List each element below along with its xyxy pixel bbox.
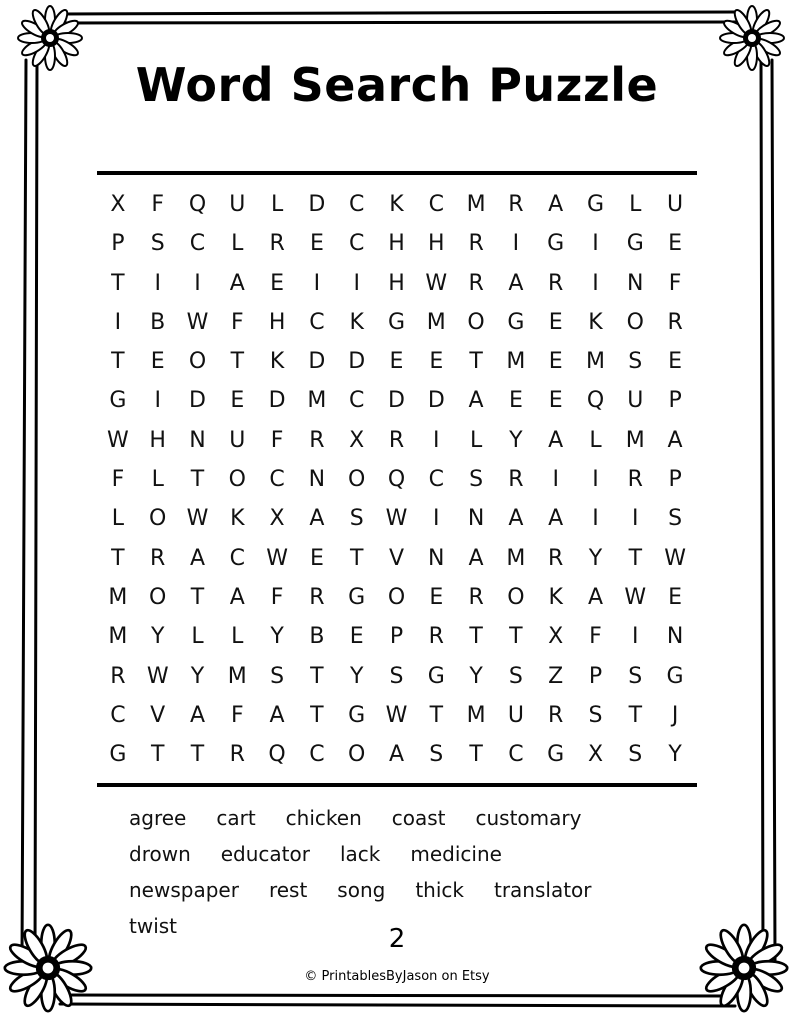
grid-letter: I — [154, 388, 161, 414]
grid-letter: C — [428, 467, 444, 493]
frame-top-inner — [60, 22, 735, 23]
grid-letter: A — [468, 388, 484, 414]
grid-letter: P — [588, 663, 603, 689]
grid-letter: F — [270, 427, 284, 453]
grid-letter: R — [388, 427, 405, 453]
grid-letter: I — [512, 231, 520, 257]
grid-letter: T — [310, 663, 324, 689]
grid-letter: X — [587, 742, 604, 768]
grid-letter: F — [230, 702, 244, 728]
word-list-item: rest — [268, 878, 308, 902]
word-list-item: drown — [129, 842, 191, 866]
grid-letter: I — [592, 270, 599, 296]
grid-letter: O — [467, 309, 485, 335]
grid-letter: U — [229, 427, 246, 453]
grid-letter: S — [628, 742, 643, 768]
grid-letter: M — [625, 427, 645, 453]
grid-letter: U — [507, 702, 524, 728]
grid-letter: A — [189, 545, 206, 571]
grid-letter: F — [589, 624, 602, 650]
grid-letter: A — [388, 742, 405, 768]
grid-letter: T — [469, 742, 483, 768]
word-list-item: coast — [391, 806, 446, 830]
word-list-row — [129, 836, 689, 872]
grid-letter: I — [632, 506, 639, 532]
word-list-item: agree — [129, 806, 187, 830]
grid-letter: I — [592, 231, 599, 257]
grid-letter: U — [229, 192, 246, 217]
grid-letter: S — [389, 663, 404, 689]
grid-letter: C — [309, 309, 325, 335]
grid-letter: V — [150, 702, 166, 728]
grid-letter: E — [668, 231, 683, 257]
grid-letter: K — [588, 309, 603, 335]
grid-letter: I — [194, 270, 201, 296]
grid-letter: Q — [188, 192, 207, 217]
grid-letter: K — [349, 309, 364, 335]
word-list-item: chicken — [285, 806, 362, 830]
grid-letter: N — [666, 624, 684, 650]
grid-letter: E — [548, 349, 563, 375]
grid-letter: A — [548, 427, 564, 453]
grid-letter: R — [110, 663, 126, 689]
grid-letter: A — [508, 270, 524, 296]
grid-letter: O — [149, 506, 167, 532]
grid-letter: A — [309, 506, 325, 532]
grid-letter: K — [389, 192, 404, 217]
grid-letter: X — [110, 192, 126, 217]
grid-letter: L — [629, 192, 642, 217]
grid-letter: T — [190, 742, 205, 768]
grid-letter: I — [592, 467, 599, 493]
grid-letter: D — [427, 388, 445, 414]
grid-letter: T — [349, 545, 364, 571]
grid-letter: G — [626, 231, 644, 257]
grid-letter: R — [229, 742, 245, 768]
grid-letter: T — [111, 349, 125, 375]
grid-letter: Y — [509, 427, 523, 453]
grid-letter: W — [425, 270, 448, 296]
grid-letter: T — [628, 702, 643, 728]
grid-letter: R — [468, 584, 484, 610]
grid-letter: I — [433, 427, 440, 453]
grid-letter: T — [310, 702, 324, 728]
grid-letter: R — [309, 584, 325, 610]
word-list-item: twist — [129, 914, 178, 938]
grid-letter: V — [388, 545, 405, 571]
word-list-item: translator — [493, 878, 592, 902]
frame-left-outer — [22, 60, 26, 960]
grid-letter: F — [111, 467, 125, 493]
grid-letter: M — [586, 349, 605, 375]
grid-letter: B — [309, 624, 325, 650]
grid-letter: N — [627, 270, 644, 296]
grid-letter: M — [227, 663, 247, 689]
grid-letter: Y — [150, 624, 165, 650]
grid-letter: S — [508, 663, 523, 689]
grid-letter: E — [429, 349, 444, 375]
grid-letter: G — [666, 663, 684, 689]
grid-letter: W — [146, 663, 169, 689]
grid-letter: Q — [387, 467, 406, 493]
grid-letter: C — [189, 231, 206, 257]
grid-letter: K — [230, 506, 245, 532]
grid-top-divider — [97, 171, 697, 175]
grid-letter: R — [150, 545, 166, 571]
grid-letter: O — [387, 584, 406, 610]
word-list-row — [129, 800, 689, 836]
grid-letter: N — [467, 506, 485, 532]
grid-letter: E — [309, 545, 324, 571]
grid-letter: R — [468, 231, 484, 257]
grid-letter: L — [111, 506, 125, 532]
grid-letter: L — [151, 467, 164, 493]
grid-letter: C — [349, 231, 365, 257]
grid-letter: Y — [349, 663, 364, 689]
grid-letter: L — [270, 192, 284, 217]
grid-letter: A — [548, 506, 564, 532]
grid-letter: R — [548, 702, 564, 728]
grid-letter: P — [668, 388, 682, 414]
grid-letter: C — [349, 192, 365, 217]
grid-letter: A — [468, 545, 484, 571]
grid-letter: T — [469, 349, 483, 375]
grid-letter: R — [548, 545, 564, 571]
grid-letter: O — [228, 467, 246, 493]
grid-letter: T — [150, 742, 165, 768]
grid-letter: A — [508, 506, 524, 532]
grid-letter: E — [508, 388, 523, 414]
grid-letter: T — [628, 545, 643, 571]
grid-letter: G — [348, 584, 366, 610]
grid-letter: L — [191, 624, 204, 650]
frame-top-outer — [60, 12, 735, 14]
grid-letter: T — [190, 467, 205, 493]
grid-letter: C — [309, 742, 325, 768]
grid-letter: W — [624, 584, 647, 610]
grid-letter: D — [268, 388, 286, 414]
word-list — [129, 800, 689, 944]
grid-letter: E — [270, 270, 285, 296]
grid-letter: H — [149, 427, 166, 453]
grid-letter: S — [150, 231, 165, 257]
grid-letter: C — [349, 388, 365, 414]
grid-letter: I — [552, 467, 559, 493]
grid-letter: G — [586, 192, 605, 217]
frame-right-inner — [761, 60, 763, 960]
grid-letter: O — [507, 584, 525, 610]
grid-letter: S — [588, 702, 603, 728]
grid-letter: F — [270, 584, 284, 610]
grid-letter: A — [269, 702, 285, 728]
grid-letter: W — [107, 427, 129, 453]
grid-letter: E — [230, 388, 245, 414]
grid-letter: L — [231, 231, 244, 257]
grid-letter: E — [668, 584, 683, 610]
grid-letter: G — [427, 663, 445, 689]
grid-letter: O — [626, 309, 644, 335]
grid-letter: M — [466, 192, 486, 217]
grid-letter: C — [428, 192, 444, 217]
grid-letter: H — [428, 231, 445, 257]
grid-letter: X — [269, 506, 285, 532]
grid-letter: Q — [268, 742, 286, 768]
grid-letter: R — [508, 192, 524, 217]
copyright-text: © PrintablesByJason on Etsy — [304, 969, 490, 984]
grid-letter: M — [108, 584, 128, 610]
word-list-item: newspaper — [129, 878, 239, 902]
grid-letter: T — [190, 584, 205, 610]
grid-letter: E — [548, 388, 563, 414]
grid-letter: J — [671, 702, 679, 728]
grid-letter: S — [270, 663, 285, 689]
frame-bottom-inner — [60, 995, 735, 996]
grid-bottom-divider — [97, 783, 697, 787]
letter-grid — [98, 185, 695, 774]
grid-letter: T — [111, 270, 125, 296]
grid-letter: B — [150, 309, 166, 335]
grid-letter: Y — [469, 663, 483, 689]
grid-letter: R — [667, 309, 683, 335]
grid-letter: I — [353, 270, 360, 296]
grid-letter: G — [348, 702, 366, 728]
grid-letter: G — [109, 742, 127, 768]
grid-letter: C — [229, 545, 245, 571]
grid-letter: L — [589, 427, 602, 453]
grid-letter: M — [506, 545, 526, 571]
grid-letter: P — [668, 467, 682, 493]
grid-letter: E — [429, 584, 444, 610]
grid-letter: R — [508, 467, 524, 493]
grid-letter: A — [229, 584, 245, 610]
grid-letter: C — [110, 702, 126, 728]
grid-letter: D — [189, 388, 206, 414]
grid-letter: W — [266, 545, 288, 571]
grid-letter: X — [548, 624, 564, 650]
grid-letter: K — [548, 584, 563, 610]
word-list-item: lack — [339, 842, 381, 866]
grid-letter: T — [230, 349, 245, 375]
grid-letter: D — [308, 349, 326, 375]
grid-letter: O — [348, 742, 366, 768]
page-title: Word Search Puzzle — [135, 58, 659, 112]
grid-letter: S — [628, 663, 643, 689]
grid-letter: E — [349, 624, 364, 650]
word-list-item: medicine — [410, 842, 502, 866]
grid-letter: O — [348, 467, 366, 493]
grid-letter: I — [154, 270, 161, 296]
grid-letter: T — [111, 545, 125, 571]
grid-letter: X — [349, 427, 365, 453]
grid-letter: F — [230, 309, 244, 335]
grid-letter: I — [114, 309, 122, 335]
grid-letter: G — [547, 742, 565, 768]
grid-letter: T — [469, 624, 483, 650]
grid-letter: R — [548, 270, 564, 296]
grid-letter: G — [387, 309, 406, 335]
grid-letter: E — [668, 349, 683, 375]
grid-letter: N — [308, 467, 326, 493]
grid-letter: A — [667, 427, 683, 453]
grid-letter: R — [428, 624, 444, 650]
grid-letter: G — [109, 388, 127, 414]
grid-letter: W — [664, 545, 686, 571]
grid-letter: E — [309, 231, 324, 257]
grid-letter: M — [307, 388, 327, 414]
grid-letter: P — [111, 231, 125, 257]
grid-letter: Q — [586, 388, 605, 414]
word-list-item: cart — [216, 806, 256, 830]
grid-letter: W — [186, 506, 209, 532]
grid-letter: L — [469, 427, 483, 453]
grid-letter: M — [466, 702, 486, 728]
grid-letter: O — [149, 584, 167, 610]
grid-letter: H — [268, 309, 286, 335]
grid-letter: H — [388, 270, 405, 296]
grid-letter: L — [231, 624, 244, 650]
grid-letter: Y — [588, 545, 603, 571]
grid-letter: I — [313, 270, 321, 296]
grid-letter: R — [627, 467, 643, 493]
grid-letter: P — [389, 624, 404, 650]
grid-letter: R — [269, 231, 285, 257]
grid-letter: U — [627, 388, 644, 414]
grid-letter: R — [468, 270, 484, 296]
grid-letter: Y — [190, 663, 205, 689]
page-number: 2 — [388, 924, 406, 954]
grid-letter: E — [548, 309, 563, 335]
grid-letter: F — [151, 192, 165, 217]
grid-letter: C — [508, 742, 524, 768]
grid-letter: U — [667, 192, 684, 217]
grid-letter: W — [186, 309, 209, 335]
grid-letter: E — [150, 349, 165, 375]
grid-letter: F — [668, 270, 682, 296]
word-list-item: thick — [415, 878, 464, 902]
word-list-row — [129, 872, 689, 908]
grid-letter: I — [433, 506, 440, 532]
grid-letter: D — [388, 388, 405, 414]
frame-left-inner — [35, 60, 37, 960]
grid-letter: S — [469, 467, 484, 493]
grid-letter: H — [388, 231, 405, 257]
grid-letter: A — [189, 702, 206, 728]
grid-letter: Z — [548, 663, 564, 689]
grid-letter: S — [429, 742, 444, 768]
grid-letter: W — [385, 506, 408, 532]
grid-letter: R — [309, 427, 325, 453]
grid-letter: M — [506, 349, 526, 375]
grid-letter: M — [108, 624, 128, 650]
grid-letter: S — [349, 506, 364, 532]
grid-letter: E — [389, 349, 404, 375]
grid-letter: S — [668, 506, 683, 532]
grid-letter: G — [547, 231, 565, 257]
word-list-item: educator — [220, 842, 310, 866]
grid-letter: K — [269, 349, 285, 375]
grid-letter: S — [628, 349, 643, 375]
grid-letter: N — [189, 427, 206, 453]
grid-letter: Y — [668, 742, 682, 768]
word-list-item: song — [337, 878, 386, 902]
grid-letter: T — [429, 702, 444, 728]
grid-letter: A — [548, 192, 564, 217]
frame-bottom-outer — [60, 1004, 735, 1006]
grid-letter: C — [269, 467, 285, 493]
grid-letter: T — [509, 624, 523, 650]
grid-letter: I — [592, 506, 599, 532]
grid-letter: A — [229, 270, 245, 296]
grid-letter: N — [428, 545, 445, 571]
grid-letter: I — [632, 624, 639, 650]
grid-letter: G — [507, 309, 525, 335]
word-list-item: customary — [475, 806, 582, 830]
grid-letter: D — [348, 349, 366, 375]
grid-letter: O — [188, 349, 207, 375]
grid-letter: D — [308, 192, 326, 217]
grid-letter: W — [385, 702, 408, 728]
grid-letter: Y — [270, 624, 284, 650]
grid-letter: A — [587, 584, 604, 610]
frame-right-outer — [772, 60, 775, 960]
grid-letter: M — [426, 309, 446, 335]
